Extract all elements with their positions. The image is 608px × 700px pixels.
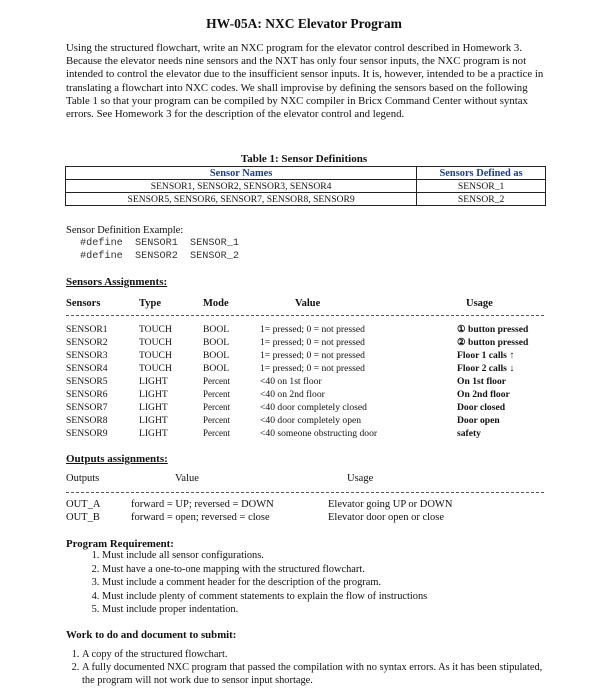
sensor-name: SENSOR4 bbox=[66, 363, 108, 374]
table1-caption: Table 1: Sensor Definitions bbox=[240, 153, 368, 165]
table-row bbox=[66, 180, 546, 193]
sensor-row bbox=[0, 376, 608, 388]
col-value: Value bbox=[175, 473, 199, 484]
sensor-type: LIGHT bbox=[139, 402, 168, 413]
sensor-type: TOUCH bbox=[139, 350, 172, 361]
sensor-row bbox=[0, 350, 608, 362]
sensor-usage: On 2nd floor bbox=[457, 389, 510, 400]
sensor-usage: ② button pressed bbox=[457, 337, 529, 348]
sensor-row bbox=[0, 337, 608, 349]
table-cell: SENSOR_2 bbox=[417, 193, 546, 206]
sensor-value: <40 on 2nd floor bbox=[260, 389, 325, 400]
sensor-usage: Door closed bbox=[457, 402, 506, 413]
divider bbox=[66, 315, 544, 316]
outputs-heading: Outputs assignments: bbox=[66, 453, 168, 465]
sensor-mode: Percent bbox=[203, 428, 230, 438]
intro-paragraph: Using the structured flowchart, write an NXC program for the elevator control described in Homework 3. Because the elevator needs nine sensors and the NXT has only four sensor inputs, the NXC program is not intended to control the elevator due to the insufficient sensor inputs. It is, however, intended to be a practice in translating a flowchart into NXC codes. We shall improvise by defining the sensors based on the following Table 1 so that your program can be compiled by NXC compiler in Bricx Command Center without syntax errors. See Homework 3 for the description of the elevator control and legend. bbox=[66, 42, 544, 121]
sensor-type: LIGHT bbox=[139, 428, 168, 439]
list-item: 3. Must include a comment header for the description of the program. bbox=[102, 576, 562, 590]
col-outputs: Outputs bbox=[66, 473, 100, 484]
requirements-heading: Program Requirement: bbox=[66, 538, 174, 550]
sensor-mode: BOOL bbox=[203, 337, 230, 348]
sensor-value: <40 someone obstructing door bbox=[260, 428, 378, 439]
sensor-value: 1= pressed; 0 = not pressed bbox=[260, 324, 365, 335]
up-arrow-icon: ↑ bbox=[509, 350, 515, 361]
sensor-mode: Percent bbox=[203, 389, 230, 399]
sensor-type: TOUCH bbox=[139, 324, 172, 335]
sensor-row bbox=[0, 389, 608, 401]
sensor-name: SENSOR3 bbox=[66, 350, 108, 361]
work-list bbox=[66, 649, 552, 687]
sensor-mode: Percent bbox=[203, 415, 230, 425]
code-line: #define SENSOR2 SENSOR_2 bbox=[80, 251, 239, 262]
sensor-usage: safety bbox=[457, 428, 481, 439]
list-item: 1. Must include all sensor configurations. bbox=[102, 549, 562, 563]
list-item: 4. Must include plenty of comment statements to explain the flow of instructions bbox=[102, 590, 562, 604]
sensor-type: LIGHT bbox=[139, 376, 168, 387]
sensor-usage: Door open bbox=[457, 415, 500, 426]
sensor-type: TOUCH bbox=[139, 337, 172, 348]
col-sensors: Sensors bbox=[66, 298, 101, 309]
example-label: Sensor Definition Example: bbox=[66, 225, 184, 236]
col-usage: Usage bbox=[466, 298, 493, 309]
sensor-usage: Floor 1 calls ↑ bbox=[457, 350, 515, 361]
sensor-definitions-table bbox=[65, 166, 546, 206]
table-cell: SENSOR_1 bbox=[417, 180, 546, 193]
col-mode: Mode bbox=[203, 298, 229, 309]
sensor-name: SENSOR7 bbox=[66, 402, 108, 413]
sensor-row bbox=[0, 428, 608, 440]
sensor-mode: Percent bbox=[203, 402, 230, 412]
output-name: OUT_A bbox=[66, 499, 101, 510]
down-arrow-icon: ↓ bbox=[509, 363, 515, 374]
sensor-value: 1= pressed; 0 = not pressed bbox=[260, 337, 365, 348]
sensor-mode: Percent bbox=[203, 376, 230, 386]
output-name: OUT_B bbox=[66, 512, 100, 523]
output-row bbox=[0, 499, 608, 512]
output-row bbox=[0, 512, 608, 525]
header-sensors-defined-as: Sensors Defined as bbox=[417, 167, 546, 180]
list-item: 1. A copy of the structured flowchart. bbox=[82, 649, 552, 662]
table-header-row bbox=[66, 167, 546, 180]
header-sensor-names: Sensor Names bbox=[66, 167, 417, 180]
sensor-value: 1= pressed; 0 = not pressed bbox=[260, 350, 365, 361]
code-line: #define SENSOR1 SENSOR_1 bbox=[80, 238, 239, 249]
sensor-row bbox=[0, 363, 608, 375]
sensors-heading: Sensors Assignments: bbox=[66, 276, 168, 288]
table-cell: SENSOR1, SENSOR2, SENSOR3, SENSOR4 bbox=[66, 180, 417, 193]
list-item: 2. A fully documented NXC program that passed the compilation with no syntax errors. As it has been stipulated, the program will not work due to sensor input shortage. bbox=[82, 662, 552, 688]
sensor-mode: BOOL bbox=[203, 350, 230, 361]
divider bbox=[66, 492, 544, 493]
sensor-type: LIGHT bbox=[139, 389, 168, 400]
sensor-mode: BOOL bbox=[203, 324, 230, 335]
sensor-mode: BOOL bbox=[203, 363, 230, 374]
sensor-name: SENSOR2 bbox=[66, 337, 108, 348]
col-usage: Usage bbox=[347, 473, 374, 484]
sensor-name: SENSOR9 bbox=[66, 428, 108, 439]
table-cell: SENSOR5, SENSOR6, SENSOR7, SENSOR8, SENSOR9 bbox=[66, 193, 417, 206]
col-type: Type bbox=[139, 298, 161, 309]
requirements-list bbox=[84, 549, 562, 617]
output-value: forward = open; reversed = close bbox=[131, 512, 270, 523]
output-usage: Elevator door open or close bbox=[328, 512, 445, 523]
sensor-value: <40 door completely open bbox=[260, 415, 362, 426]
sensor-value: <40 door completely closed bbox=[260, 402, 367, 413]
list-item: 5. Must include proper indentation. bbox=[102, 603, 562, 617]
page-title: HW-05A: NXC Elevator Program bbox=[206, 16, 402, 31]
sensor-name: SENSOR8 bbox=[66, 415, 108, 426]
output-value: forward = UP; reversed = DOWN bbox=[131, 499, 274, 510]
sensor-usage: ① button pressed bbox=[457, 324, 529, 335]
sensor-row bbox=[0, 324, 608, 336]
sensor-type: TOUCH bbox=[139, 363, 172, 374]
sensor-name: SENSOR1 bbox=[66, 324, 108, 335]
sensor-value: <40 on 1st floor bbox=[260, 376, 322, 387]
list-item: 2. Must have a one-to-one mapping with the structured flowchart. bbox=[102, 563, 562, 577]
table-row bbox=[66, 193, 546, 206]
sensor-name: SENSOR5 bbox=[66, 376, 108, 387]
sensor-value: 1= pressed; 0 = not pressed bbox=[260, 363, 365, 374]
sensor-name: SENSOR6 bbox=[66, 389, 108, 400]
work-heading: Work to do and document to submit: bbox=[66, 629, 237, 641]
sensor-usage: Floor 2 calls ↓ bbox=[457, 363, 515, 374]
sensor-usage: On 1st floor bbox=[457, 376, 507, 387]
output-usage: Elevator going UP or DOWN bbox=[328, 499, 453, 510]
sensor-type: LIGHT bbox=[139, 415, 168, 426]
col-value: Value bbox=[295, 298, 321, 309]
sensor-row bbox=[0, 402, 608, 414]
sensor-row bbox=[0, 415, 608, 427]
